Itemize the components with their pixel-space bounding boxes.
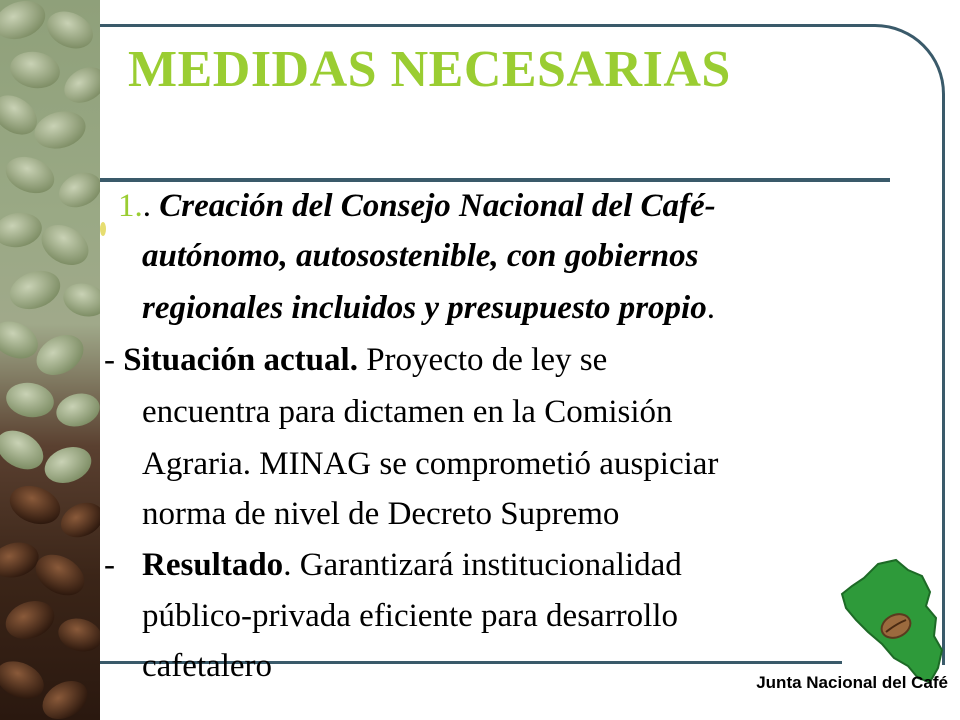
- item1-text-1: Creación del Consejo Nacional del Café-: [159, 188, 716, 224]
- slide-title: MEDIDAS NECESARIAS: [128, 41, 731, 98]
- item1-text-3: regionales incluidos y presupuesto propio: [142, 290, 707, 326]
- resultado-line1: [104, 545, 682, 585]
- item1-number: 1.: [118, 188, 143, 224]
- resultado-text-1: . Garantizará institucionalidad: [283, 547, 682, 583]
- footer-org-name: Junta Nacional del Café: [756, 673, 948, 692]
- title-rule: [100, 178, 890, 182]
- item1-line1: [118, 186, 716, 226]
- situacion-line1: [104, 340, 607, 380]
- bullet-dot-icon: [100, 222, 106, 236]
- resultado-line2: público-privada eficiente para desarrollo: [142, 598, 678, 634]
- resultado-dash: -: [104, 547, 115, 583]
- item1-separator: .: [142, 188, 160, 224]
- situacion-label: Situación actual.: [123, 342, 358, 378]
- coffee-beans-strip: [0, 0, 100, 720]
- situacion-line4: norma de nivel de Decreto Supremo: [142, 496, 620, 532]
- item1-line3: [142, 288, 715, 328]
- peru-map-icon: [838, 558, 950, 688]
- item1-line2: autónomo, autosostenible, con gobiernos: [142, 238, 699, 274]
- resultado-label: Resultado: [142, 547, 284, 583]
- situacion-line3: Agraria. MINAG se comprometió auspiciar: [142, 446, 719, 482]
- situacion-line2: encuentra para dictamen en la Comisión: [142, 394, 673, 430]
- situacion-text-1: Proyecto de ley se: [357, 342, 608, 378]
- item1-period: .: [706, 290, 715, 326]
- situacion-dash: -: [104, 342, 124, 378]
- resultado-line3: cafetalero: [142, 648, 273, 684]
